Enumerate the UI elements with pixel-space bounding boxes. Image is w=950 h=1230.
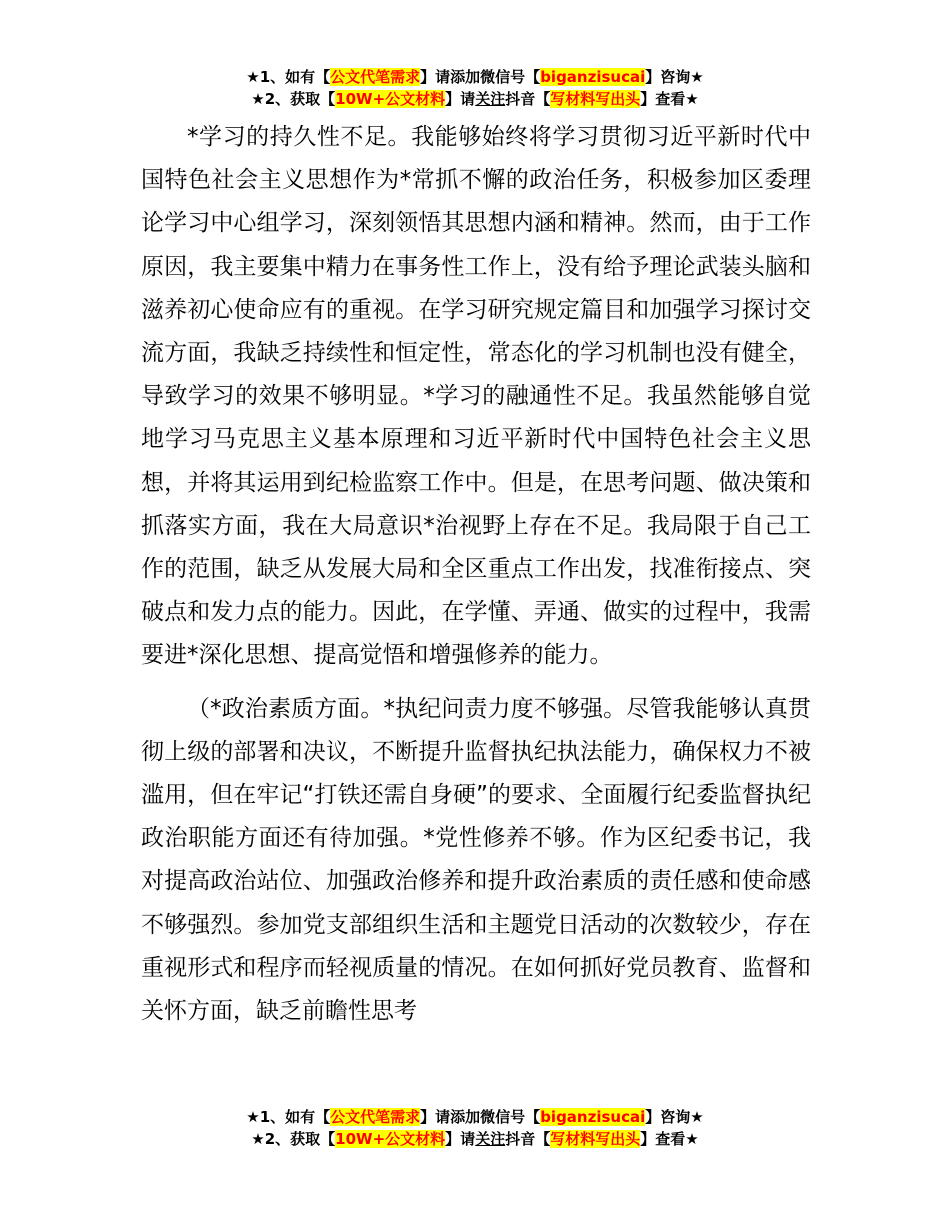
wechat-id: biganzisucai: [540, 68, 646, 86]
underlined-text: 关注: [475, 90, 506, 108]
star-icon: ★: [690, 68, 704, 86]
footer-text: 】请添加微信号【: [420, 1108, 541, 1126]
wechat-id: biganzisucai: [540, 1108, 646, 1126]
highlight-text: 公文代笔需求: [330, 1108, 421, 1126]
highlight-text: 公文代笔需求: [330, 68, 421, 86]
footer-text: 抖音【: [505, 1130, 551, 1148]
paragraph-2: （*政治素质方面。*执纪问责力度不够强。尽管我能够认真贯彻上级的部署和决议，不断提升监督执纪执法能力，确保权力不被滥用，但在牢记“打铁还需自身硬”的要求、全面履行纪委监督执纪政治职能方面还有待加强。*党性修养不够。作为区纪委书记，我对提高政治站位、加强政治修养和提升政治素质的责任感和使命感不够强烈。参加党支部组织生活和主题党日活动的次数较少，存在重视形式和程序而轻视质量的情况。在如何抓好党员教育、监督和关怀方面，缺乏前瞻性思考: [141, 695, 811, 1025]
header-text: 1、如有【: [259, 68, 331, 86]
star-icon: ★: [251, 1130, 265, 1148]
star-icon: ★: [246, 1108, 260, 1126]
footer-text: 2、获取【: [264, 1130, 336, 1148]
footer-text: 】请: [445, 1130, 476, 1148]
star-icon: ★: [685, 90, 699, 108]
underlined-text: 关注: [475, 1130, 506, 1148]
header-banner: [0, 66, 950, 110]
header-text: 】请添加微信号【: [420, 68, 541, 86]
star-icon: ★: [246, 68, 260, 86]
footer-text: 1、如有【: [259, 1108, 331, 1126]
header-text: 2、获取【: [264, 90, 336, 108]
header-text: 】请: [445, 90, 476, 108]
header-text: 】咨询: [645, 68, 691, 86]
star-icon: ★: [685, 1130, 699, 1148]
header-line-2: [0, 88, 950, 110]
star-icon: ★: [690, 1108, 704, 1126]
star-icon: ★: [251, 90, 265, 108]
header-text: 】查看: [640, 90, 686, 108]
footer-line-2: [0, 1128, 950, 1150]
footer-text: 】查看: [640, 1130, 686, 1148]
douyin-account: 写材料写出头: [550, 1130, 641, 1148]
douyin-account: 写材料写出头: [550, 90, 641, 108]
footer-banner: [0, 1106, 950, 1150]
highlight-text: 10W+公文材料: [335, 90, 446, 108]
document-body: [141, 116, 811, 1033]
header-text: 抖音【: [505, 90, 551, 108]
header-line-1: [0, 66, 950, 88]
footer-line-1: [0, 1106, 950, 1128]
paragraph-1: *学习的持久性不足。我能够始终将学习贯彻习近平新时代中国特色社会主义思想作为*常抓不懈的政治任务，积极参加区委理论学习中心组学习，深刻领悟其思想内涵和精神。然而，由于工作原因，我主要集中精力在事务性工作上，没有给予理论武装头脑和滋养初心使命应有的重视。在学习研究规定篇目和加强学习探讨交流方面，我缺乏持续性和恒定性，常态化的学习机制也没有健全，导致学习的效果不够明显。*学习的融通性不足。我虽然能够自觉地学习马克思主义基本原理和习近平新时代中国特色社会主义思想，并将其运用到纪检监察工作中。但是，在思考问题、做决策和抓落实方面，我在大局意识*治视野上存在不足。我局限于自己工作的范围，缺乏从发展大局和全区重点工作出发，找准衔接点、突破点和发力点的能力。因此，在学懂、弄通、做实的过程中，我需要进*深化思想、提高觉悟和增强修养的能力。: [141, 124, 811, 669]
highlight-text: 10W+公文材料: [335, 1130, 446, 1148]
footer-text: 】咨询: [645, 1108, 691, 1126]
